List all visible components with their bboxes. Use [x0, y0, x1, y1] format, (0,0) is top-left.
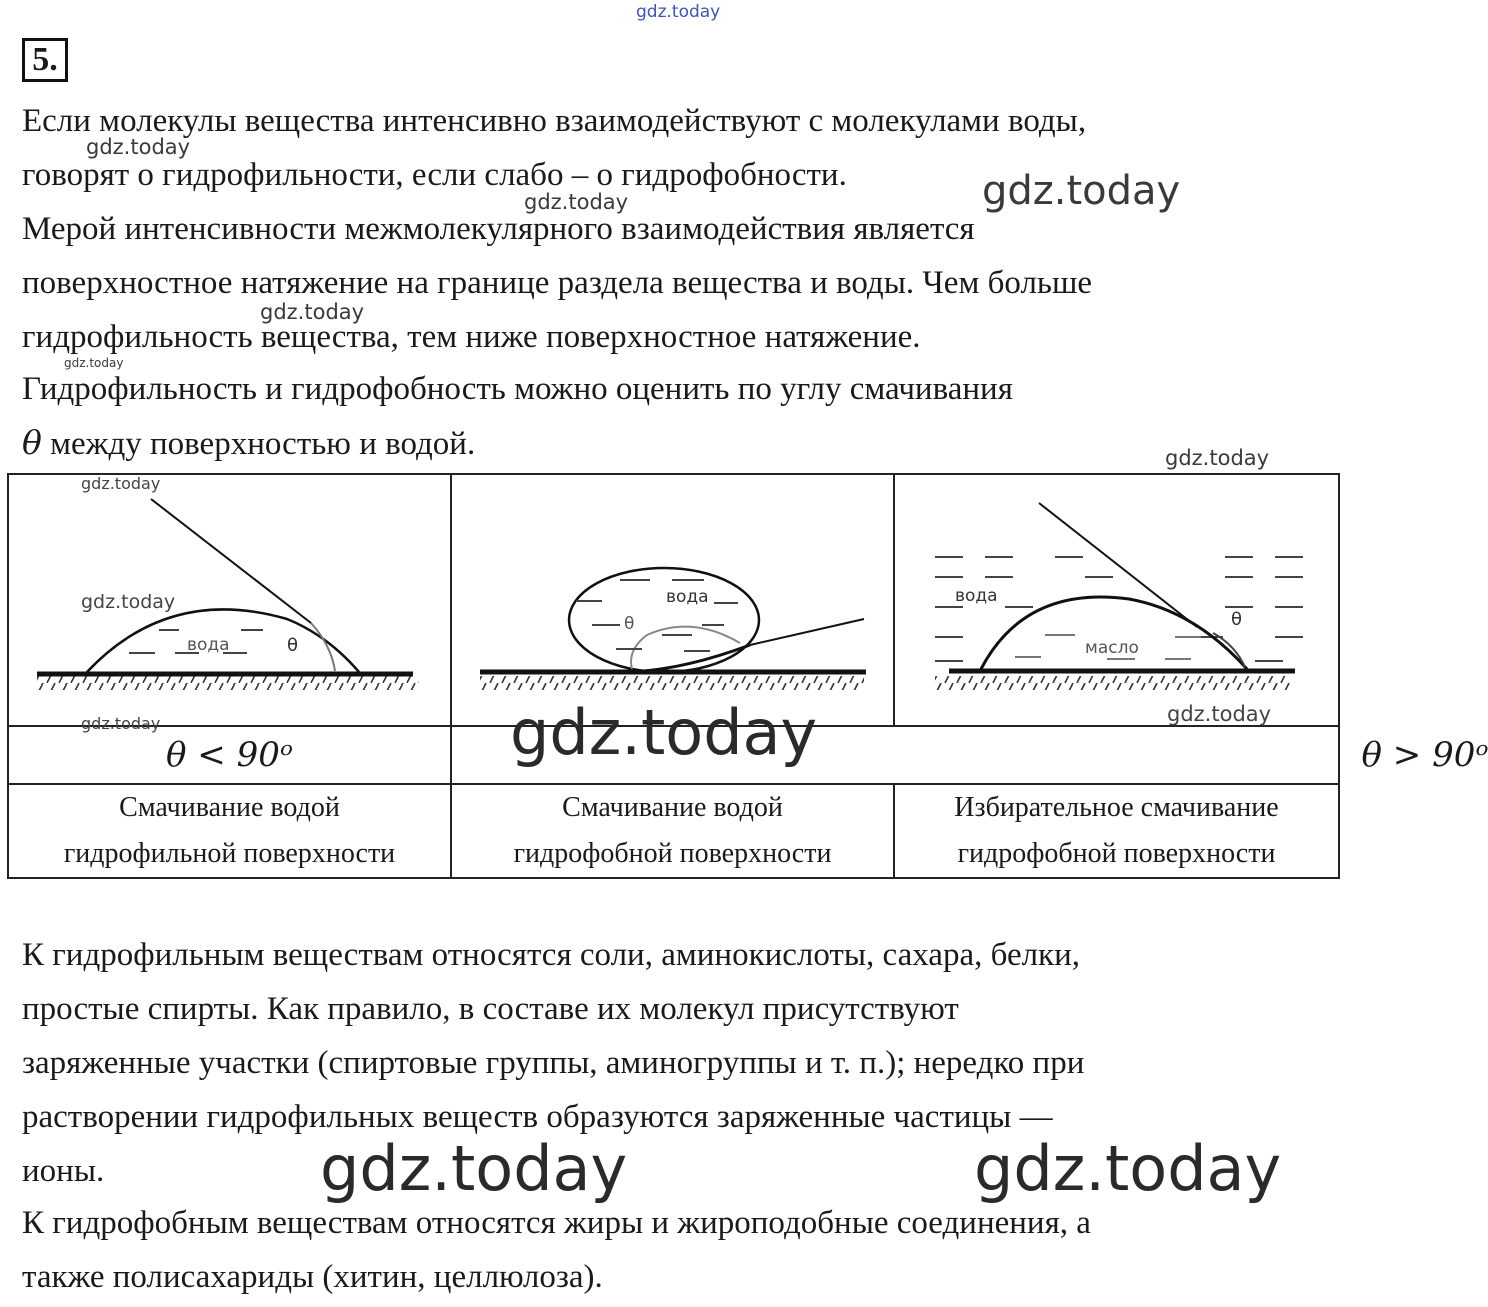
wetting-table [7, 473, 1488, 879]
text-line: растворении гидрофильных веществ образуются заряженные частицы — [22, 1099, 1053, 1135]
caption-line: гидрофобной поверхности [957, 838, 1276, 869]
hydrophilic-wetting-diagram [9, 474, 450, 733]
hydrophilic-paragraph [22, 928, 1332, 1198]
theta-symbol: θ [22, 423, 42, 462]
text-line: К гидрофильным веществам относятся соли, аминокислоты, сахара, белки, [22, 937, 1080, 973]
text-line: простые спирты. Как правило, в составе их молекул присутствуют [22, 991, 959, 1027]
caption-line: Избирательное смачивание [954, 792, 1279, 823]
watermark: gdz.today [260, 300, 365, 324]
watermark: gdz.today [510, 696, 818, 769]
text-fragment: между поверхностью и водой. [41, 426, 476, 462]
water-label: вода [955, 586, 998, 606]
watermark: gdz.today [982, 168, 1181, 214]
angle-arc [311, 623, 335, 671]
watermark: gdz.today [1165, 446, 1270, 470]
theta-label: θ [1231, 609, 1243, 630]
surface-hatching [480, 676, 864, 690]
caption-line: Смачивание водой [562, 792, 783, 823]
angle-less-cell: θ < 90ᵒ [8, 726, 451, 784]
text-line: заряженные участки (спиртовые группы, аминогруппы и т. п.); нередко при [22, 1045, 1085, 1081]
text-line: Гидрофильность и гидрофобность можно оценить по углу смачивания [22, 371, 1013, 407]
text-line [22, 416, 1332, 471]
water-label: вода [666, 587, 709, 607]
watermark-top: gdz.today [636, 2, 721, 22]
figure-cell-selective [894, 474, 1339, 726]
watermark: gdz.today [81, 714, 161, 733]
caption-line: Смачивание водой [119, 792, 340, 823]
theta-label: θ [624, 614, 635, 634]
angle-arc [631, 627, 740, 669]
surface-hatching [935, 676, 1291, 690]
watermark: gdz.today [81, 591, 176, 613]
angle-greater-label: θ > 90ᵒ [1361, 735, 1488, 775]
surface-hatching [37, 676, 419, 690]
text-line: гидрофильность вещества, тем ниже поверхностное натяжение. [22, 319, 921, 355]
text-line: говорят о гидрофильности, если слабо – о гидрофобности. [22, 157, 847, 193]
text-line: также полисахариды (хитин, целлюлоза). [22, 1259, 603, 1295]
caption-hydrophilic [8, 784, 451, 878]
text-line: ионы. [22, 1153, 105, 1189]
measure-paragraph [22, 202, 1332, 364]
caption-hydrophobic [451, 784, 894, 878]
oil-label: масло [1085, 638, 1139, 658]
figure-cell-hydrophilic [8, 474, 451, 733]
caption-line: гидрофобной поверхности [513, 838, 832, 869]
water-dashes [576, 580, 738, 651]
hydrophobic-wetting-diagram [452, 475, 893, 725]
figure-cell-hydrophobic [451, 474, 894, 726]
water-droplet-outline [569, 568, 759, 672]
watermark: gdz.today [524, 190, 629, 214]
contact-angle-paragraph [22, 362, 1332, 471]
text-line: К гидрофобным веществам относятся жиры и жироподобные соединения, а [22, 1205, 1091, 1241]
hydrophobic-paragraph [22, 1196, 1332, 1304]
watermark: gdz.today [320, 1132, 628, 1205]
tangent-line [750, 619, 864, 645]
text-line: поверхностное натяжение на границе раздела вещества и воды. Чем больше [22, 265, 1093, 301]
text-line: Мерой интенсивности межмолекулярного взаимодействия является [22, 211, 975, 247]
watermark: gdz.today [974, 1132, 1282, 1205]
selective-wetting-diagram [895, 475, 1338, 725]
task-number-box: 5. [22, 38, 68, 82]
watermark: gdz.today [1167, 702, 1272, 726]
caption-line: гидрофильной поверхности [63, 838, 396, 869]
water-label: вода [187, 635, 230, 655]
caption-selective [894, 784, 1339, 878]
tangent-line [1039, 503, 1197, 627]
text-line: Если молекулы вещества интенсивно взаимодействуют с молекулами воды, [22, 103, 1087, 139]
watermark: gdz.today [64, 356, 124, 370]
watermark: gdz.today [81, 474, 161, 493]
intro-paragraph [22, 94, 1332, 202]
theta-label: θ [287, 635, 299, 656]
watermark: gdz.today [86, 135, 191, 159]
